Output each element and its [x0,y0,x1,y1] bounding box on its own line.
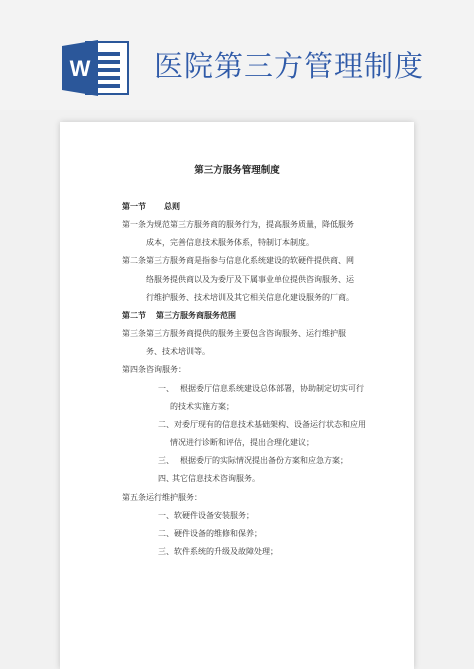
article-2-line-1: 第三方服务商是指参与信息化系统建设的软硬件提供商、网 [146,256,354,265]
banner-title: 医院第三方管理制度 [154,49,425,83]
document-title: 第三方服务管理制度 [194,165,280,176]
article-4-item-3-number: 三、 [158,456,174,465]
article-4-item-2-line-1: 二、对委厅现有的信息技术基础架构、设备运行状态和应用 [158,420,366,429]
article-5-item-3: 三、软件系统的升级及故障处理； [158,547,278,556]
article-1-line-2: 成本，完善信息技术服务体系，特制订本制度。 [146,238,314,247]
banner [0,0,474,110]
section-2-number: 第二节 [122,311,146,320]
article-4-item-2-line-2: 情况进行诊断和评估，提出合理化建议； [170,438,314,447]
article-4-item-1-line-1: 根据委厅信息系统建设总体部署，协助制定切实可行 [180,384,364,393]
word-icon [60,38,132,98]
section-2-heading: 第三方服务商服务范围 [156,311,236,320]
article-4-item-1-line-2: 的技术实施方案； [170,402,234,411]
article-4-item-4-number: 四、 [158,474,174,483]
article-4-item-1-number: 一、 [158,384,174,393]
document-page [60,122,414,669]
svg-text:W: W [69,56,91,81]
article-2-label: 第二条 [122,256,146,265]
article-4-item-3-line-1: 根据委厅的实际情况提出备份方案和应急方案； [180,456,348,465]
article-3-line-2: 务、技术培训等。 [146,347,210,356]
article-1-label: 第一条 [122,220,146,229]
article-5-heading: 第五条运行维护服务： [122,493,202,502]
article-5-item-2: 二、硬件设备的维修和保养； [158,529,262,538]
article-2-line-3: 行维护服务、技术培训及其它相关信息化建设服务的厂商。 [146,293,354,302]
article-4-item-4-line-1: 其它信息技术咨询服务。 [172,474,260,483]
section-1-number: 第一节 [122,202,146,211]
article-3-line-1: 第三方服务商提供的服务主要包含咨询服务、运行维护服 [146,329,346,338]
article-1-line-1: 为规范第三方服务商的服务行为，提高服务质量，降低服务 [146,220,354,229]
article-2-line-2: 络服务提供商以及为委厅及下属事业单位提供咨询服务、运 [146,275,354,284]
section-1-heading: 总则 [164,202,180,211]
article-5-item-1: 一、软硬件设备安装服务； [158,511,254,520]
article-4-heading: 第四条咨询服务： [122,365,186,374]
article-3-label: 第三条 [122,329,146,338]
